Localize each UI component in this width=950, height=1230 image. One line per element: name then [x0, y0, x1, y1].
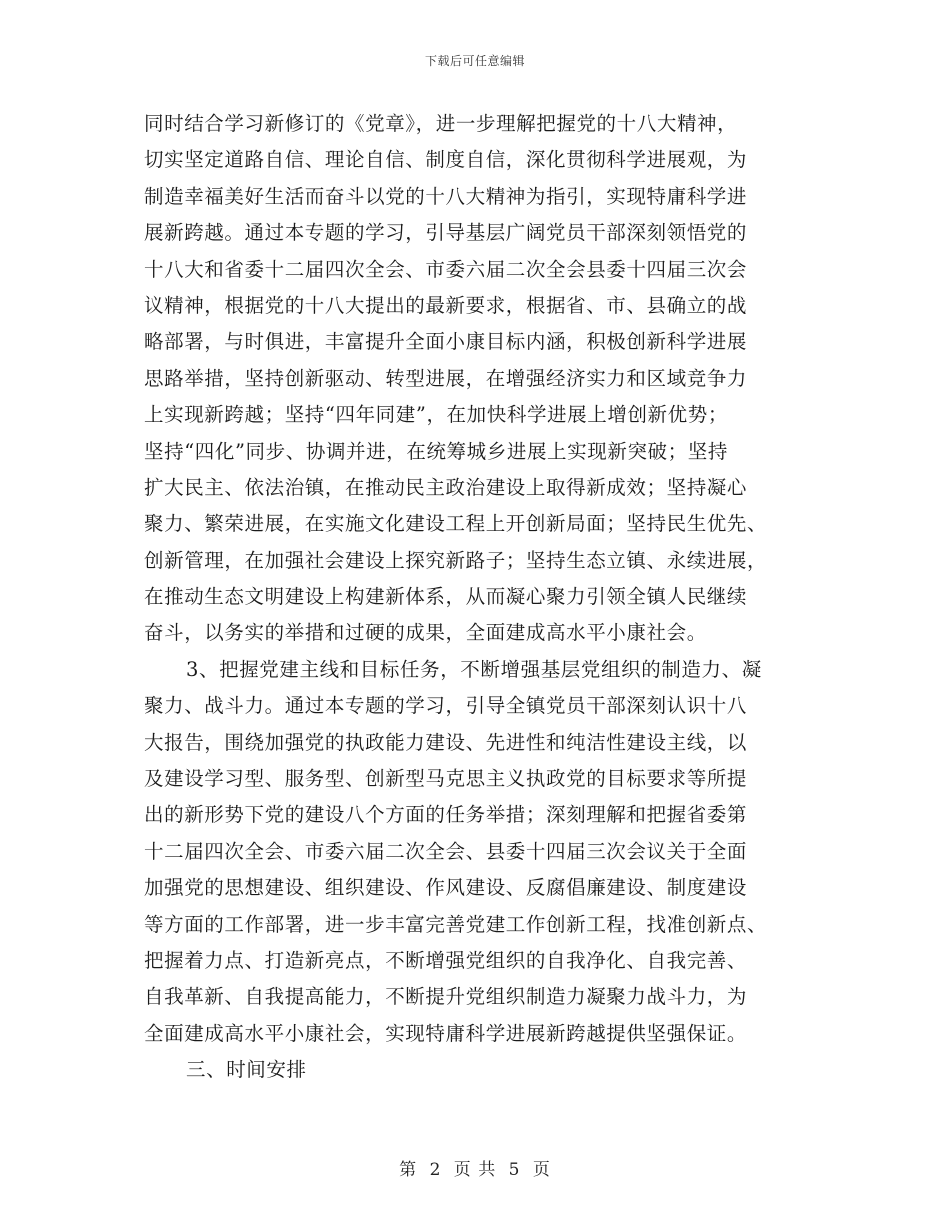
body-line: 聚力、战斗力。通过本专题的学习，引导全镇党员干部深刻认识十八: [144, 694, 748, 718]
footer-current-page: 2: [429, 1160, 442, 1180]
body-line: 扩大民主、依法治镇，在推动民主政治建设上取得新成效；坚持凝心: [144, 475, 748, 499]
body-line: 十八大和省委十二届四次全会、市委六届二次全会县委十四届三次会: [144, 257, 748, 281]
footer-total-pages: 5: [508, 1160, 521, 1180]
document-body: [144, 106, 808, 1089]
body-line: 出的新形势下党的建设八个方面的任务举措；深刻理解和把握省委第: [144, 803, 748, 827]
footer-middle: 页 共: [453, 1160, 497, 1180]
body-line: 等方面的工作部署，进一步丰富完善党建工作创新工程，找准创新点、: [144, 912, 768, 936]
body-line: 加强党的思想建设、组织建设、作风建设、反腐倡廉建设、制度建设: [144, 876, 748, 900]
body-line: 制造幸福美好生活而奋斗以党的十八大精神为指引，实现特庸科学进: [144, 184, 748, 208]
section-3-heading-line: 3、把握党建主线和目标任务，不断增强基层党组织的制造力、凝: [186, 657, 762, 681]
body-line: 把握着力点、打造新亮点，不断增强党组织的自我净化、自我完善、: [144, 948, 748, 972]
footer-prefix: 第: [399, 1160, 418, 1180]
body-line: 切实坚定道路自信、理论自信、制度自信，深化贯彻科学进展观，为: [144, 148, 748, 172]
body-line: 全面建成高水平小康社会，实现特庸科学进展新跨越提供坚强保证。: [144, 1021, 748, 1045]
body-line: 聚力、繁荣进展，在实施文化建设工程上开创新局面；坚持民生优先、: [144, 512, 768, 536]
body-line: 及建设学习型、服务型、创新型马克思主义执政党的目标要求等所提: [144, 767, 748, 791]
body-line: 奋斗，以务实的举措和过硬的成果，全面建成高水平小康社会。: [144, 621, 707, 645]
page-number-footer: [0, 1155, 950, 1180]
body-line: 略部署，与时俱进，丰富提升全面小康目标内涵，积极创新科学进展: [144, 330, 748, 354]
body-line: 思路举措，坚持创新驱动、转型进展，在增强经济实力和区域竞争力: [144, 366, 748, 390]
page-header-note: 下载后可任意编辑: [424, 54, 525, 68]
body-line: 创新管理，在加强社会建设上探究新路子；坚持生态立镇、永续进展，: [144, 548, 768, 572]
body-line: 议精神，根据党的十八大提出的最新要求，根据省、市、县确立的战: [144, 293, 748, 317]
body-line: 在推动生态文明建设上构建新体系，从而凝心聚力引领全镇人民继续: [144, 585, 748, 609]
body-line: 十二届四次全会、市委六届二次全会、县委十四届三次会议关于全面: [144, 839, 748, 863]
body-line: 展新跨越。通过本专题的学习，引导基层广阔党员干部深刻领悟党的: [144, 221, 748, 245]
section-heading-time-schedule: 三、时间安排: [186, 1058, 307, 1082]
body-line: 坚持“四化”同步、协调并进，在统筹城乡进展上实现新突破；坚持: [144, 439, 728, 463]
body-line: 大报告，围绕加强党的执政能力建设、先进性和纯洁性建设主线，以: [144, 730, 748, 754]
body-line: 上实现新跨越；坚持“四年同建”，在加快科学进展上增创新优势；: [144, 403, 728, 427]
footer-suffix: 页: [532, 1160, 551, 1180]
body-line: 同时结合学习新修订的《党章》，进一步理解把握党的十八大精神，: [144, 112, 738, 135]
body-line: 自我革新、自我提高能力，不断提升党组织制造力凝聚力战斗力，为: [144, 985, 748, 1009]
